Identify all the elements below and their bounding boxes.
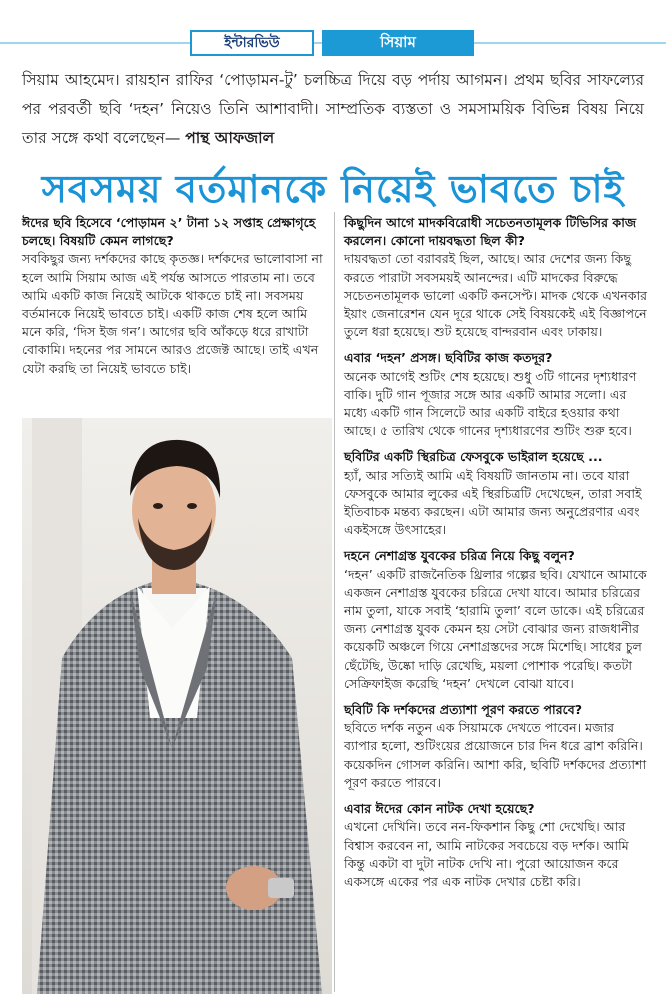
byline: পান্থ আফজাল [185,129,275,147]
question: ঈদের ছবি হিসেবে ‘পোড়ামন ২’ টানা ১২ সপ্তাহ প্রেক্ষাগৃহে চলছে। বিষয়টি কেমন লাগছে? [22,215,316,249]
section-header [0,30,666,58]
question: এবার ঈদের কোন নাটক দেখা হয়েছে? [344,801,535,817]
column-divider [334,212,335,992]
right-column [344,214,650,899]
question: এবার ‘দহন’ প্রসঙ্গ। ছবিটির কাজ কতদূর? [344,350,553,366]
question: দহনে নেশাগ্রস্ত যুবকের চরিত্র নিয়ে কিছু বলুন? [344,548,575,564]
portrait-illustration [22,418,332,994]
question: কিছুদিন আগে মাদকবিরোধী সচেতনতামূলক টিভিসির কাজ করলেন। কোনো দায়বদ্ধতা ছিল কী? [344,215,637,249]
intro-text: সিয়াম আহমেদ। রায়হান রাফির ‘পোড়ামন-টু’ চলচ্চিত্র দিয়ে বড় পর্দায় আগমন। প্রথম ছবির সাফল্যের পর পরবর্তী ছবি ‘দহন’ নিয়েও তিনি আশাবাদী। সাম্প্রতিক ব্যস্ততা ও সমসাময়িক বিভিন্ন বিষয় নিয়ে তার সঙ্গে কথা বলেছেন— [22,71,644,147]
answer: হ্যাঁ, আর সত্যিই আমি এই বিষয়টি জানতাম না। তবে যারা ফেসবুকে আমার লুকের এই স্থিরচিত্রটি দেখেছেন, তারা সবাই ইতিবাচক মন্তব্য করছেন। এটা আমার জন্য অনুপ্রেরণার এবং একইসঙ্গে উৎসাহের। [344,467,642,538]
answer: দায়বদ্ধতা তো বরাবরই ছিল, আছে। আর দেশের জন্য কিছু করতে পারাটা সবসময়ই আনন্দের। এটি মাদকের বিরুদ্ধে সচেতনতামূলক ভালো একটি কনসেপ্ট। মাদক থেকে এখনকার ইয়াং জেনারেশন যেন দূরে থাকে সেই বিষয়কেই এই বিজ্ঞাপনে তুলে ধরা হয়েছে। শুট হয়েছে বান্দরবান এবং ঢাকায়। [344,251,648,340]
answer: ‘দহন’ একটি রাজনৈতিক থ্রিলার গল্পের ছবি। যেখানে আমাকে একজন নেশাগ্রস্ত যুবকের চরিত্রে দেখা যাবে। আমার চরিত্রের নাম তুলা, যাকে সবাই ‘হারামি তুলা’ বলে ডাকে। এই চরিত্রের জন্য নেশাগ্রস্ত যুবক কেমন হয় সেটা বোঝার জন্য রাজধানীর কয়েকটি অঞ্চলে গিয়ে নেশাগ্রস্তদের সঙ্গে মিশেছি। সাধের চুল ছেঁটেছি, উষ্কো দাড়ি রেখেছি, ময়লা পোশাক পরেছি। কতটা সেক্রিফাইজ করেছি ‘দহন’ দেখলে বোঝা যাবে। [344,566,647,691]
headline: সবসময় বর্তমানকে নিয়েই ভাবতে চাই [41,166,625,211]
answer: ছবিতে দর্শক নতুন এক সিয়ামকে দেখতে পাবেন। মজার ব্যাপার হলো, শুটিংয়ের প্রয়োজনে চার দিন ধরে ব্রাশ করিনি। কয়েকদিন গোসল করিনি। আশা করি, ছবিটি দর্শকদের প্রত্যাশা পূরণ করতে পারবে। [344,720,647,790]
portrait-photo [22,418,332,994]
answer: এখনো দেখিনি। তবে নন-ফিকশান কিছু শো দেখেছি। আর বিশ্বাস করবেন না, আমি নাটকের সবচেয়ে বড় দর্শক। আমি কিন্তু একটা বা দুটা নাটক দেখি না। পুরো আয়োজন করে একসঙ্গে একের পর এক নাটক দেখার চেষ্টা করি। [344,819,629,889]
subject-name-label: সিয়াম [322,30,474,56]
question: ছবিটি কি দর্শকদের প্রত্যাশা পূরণ করতে পারবে? [344,702,583,718]
question: ছবিটির একটি স্থিরচিত্র ফেসবুকে ভাইরাল হয়েছে ... [344,449,603,465]
intro-paragraph [22,66,644,153]
section-label: ইন্টারভিউ [190,30,314,56]
answer: অনেক আগেই শুটিং শেষ হয়েছে। শুধু ৩টি গানের দৃশ্যধারণ বাকি। দুটি গান পূজার সঙ্গে আর একটি আমার সলো। এর মধ্যে একটি গান সিলেটে আর একটি বাইরে হওয়ার কথা আছে। ৫ তারিখ থেকে গানের দৃশ্যধারণের শুটিং শুরু হবে। [344,368,637,439]
answer: সবকিছুর জন্য দর্শকদের কাছে কৃতজ্ঞ। দর্শকদের ভালোবাসা না হলে আমি সিয়াম আজ এই পর্যন্ত আসতে পারতাম না। তবে আমি একটি কাজ নিয়েই আটকে থাকতে চাই না। সবসময় বর্তমানকে নিয়েই ভাবতে চাই। একটি কাজ শেষ হলে আমি মনে করি, ‘দিস ইজ গন’। আগের ছবি আঁকড়ে ধরে রাখাটা বোকামি। দহনের পর সামনে আরও প্রজেক্ট আছে। তাই এখন যেটা করছি তা নিয়েই ভাবতে চাই। [22,251,323,376]
left-column [22,214,324,386]
